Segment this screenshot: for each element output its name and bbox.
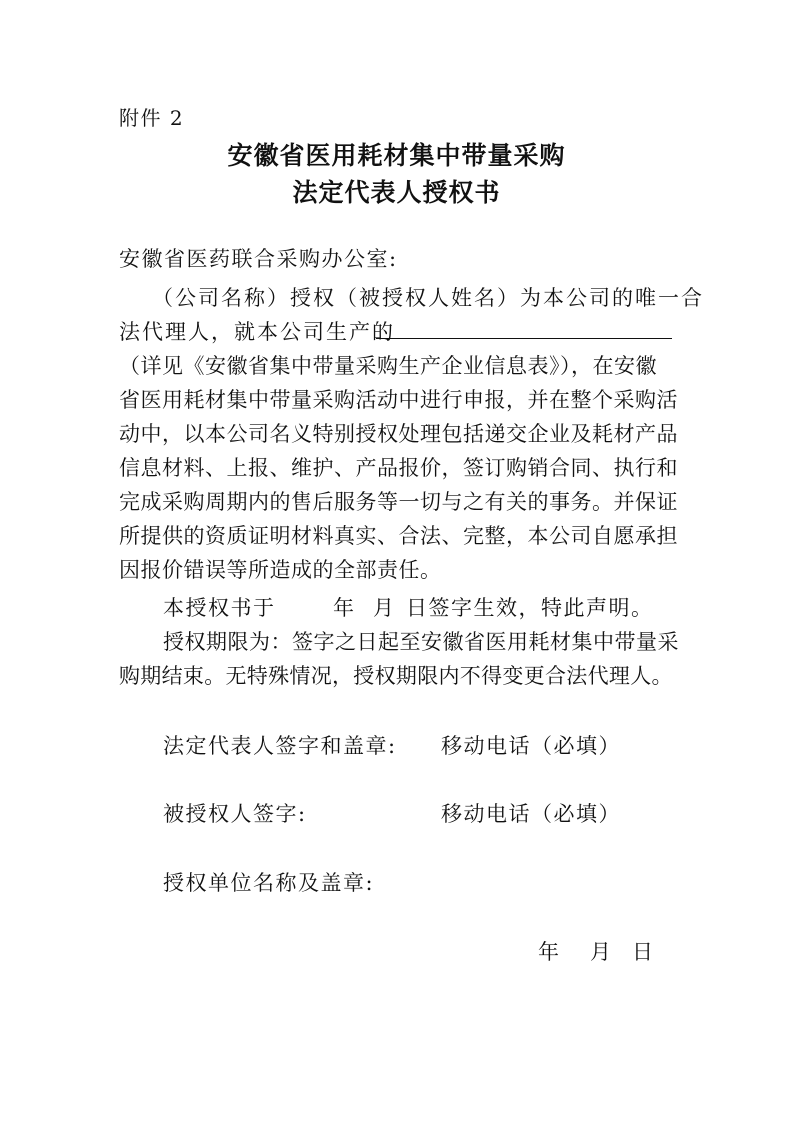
body-line-4: 省医用耗材集中带量采购活动中进行申报，并在整个采购活 — [119, 388, 678, 412]
date-month: 月 — [590, 940, 613, 964]
period-line-1: 授权期限为：签字之日起至安徽省医用耗材集中带量采 — [163, 630, 679, 654]
body-line-5: 动中，以本公司名义特别授权处理包括递交企业及耗材产品 — [119, 422, 678, 446]
legal-rep-signature-label: 法定代表人签字和盖章: — [163, 734, 397, 758]
authorizing-unit-seal-label: 授权单位名称及盖章: — [163, 871, 375, 895]
body-line-8: 所提供的资质证明材料真实、合法、完整，本公司自愿承担 — [119, 524, 678, 548]
body-line-3: （详见《安徽省集中带量采购生产企业信息表》），在安徽 — [119, 354, 657, 378]
date-year: 年 — [538, 940, 561, 964]
effective-label: 本授权书于 — [163, 596, 276, 620]
body-line-7: 完成采购周期内的售后服务等一切与之有关的事务。并保证 — [119, 490, 678, 514]
body-line-1: （公司名称）授权（被授权人姓名）为本公司的唯一合 — [152, 286, 704, 310]
period-line-2: 购期结束。无特殊情况，授权期限内不得变更合法代理人。 — [119, 664, 673, 688]
attachment-label: 附件 2 — [119, 106, 185, 130]
body-line-6: 信息材料、上报、维护、产品报价，签订购销合同、执行和 — [119, 456, 678, 480]
document-title-line-1: 安徽省医用耗材集中带量采购 — [227, 141, 566, 170]
authorized-person-signature-label: 被授权人签字: — [163, 802, 307, 826]
product-name-blank — [376, 338, 672, 339]
effective-statement: 日签字生效，特此声明。 — [406, 596, 654, 620]
effective-year: 年 — [333, 596, 356, 620]
document-title-line-2: 法定代表人授权书 — [292, 178, 501, 207]
body-line-9: 因报价错误等所造成的全部责任。 — [119, 558, 442, 582]
effective-month: 月 — [373, 596, 396, 620]
mobile-required-label-2: 移动电话（必填） — [441, 802, 621, 826]
addressee: 安徽省医药联合采购办公室: — [119, 247, 398, 271]
body-line-2: 法代理人，就本公司生产的 — [119, 320, 395, 344]
mobile-required-label-1: 移动电话（必填） — [441, 734, 621, 758]
date-day: 日 — [632, 940, 655, 964]
